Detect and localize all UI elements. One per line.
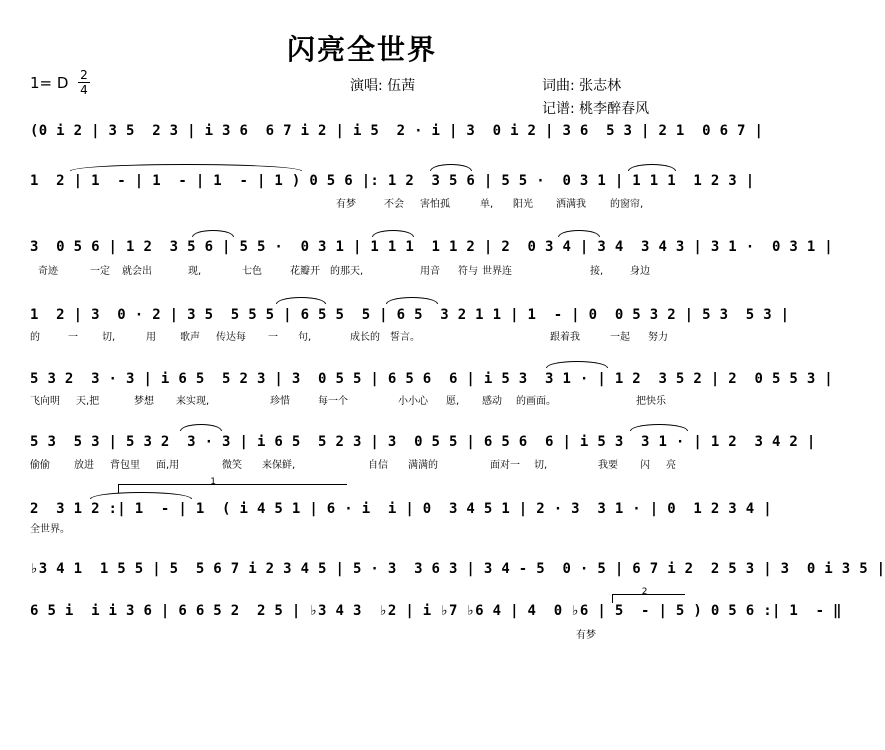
lyric-word: 天,把 (76, 396, 100, 407)
lyric-word: 满满的 (408, 460, 438, 471)
lyric-word: 身边 (630, 266, 650, 277)
lyric-word: 面对一 (490, 460, 520, 471)
tie-mark (192, 230, 234, 237)
lyric-word: 把快乐 (636, 396, 666, 407)
time-signature (78, 69, 90, 96)
tie-mark (630, 424, 688, 431)
lyric-line (30, 524, 690, 560)
first-ending-number: 1 (210, 477, 216, 487)
lyric-word: 符与 (458, 266, 478, 277)
lyric-word: 愿, (446, 396, 460, 407)
key-signature: 1= D (30, 74, 69, 92)
score-line: 5 3 2 3 · 3 | i 6 5 5 2 3 | 3 0 5 5 | 6 5 6 6 | i 5 3 3 1 · | 1 2 3 5 2 | 2 0 5 5 3 | (30, 371, 834, 387)
lyric-word: 世界连 (482, 266, 512, 277)
lyric-word: 切, (102, 332, 116, 343)
lyric-word: 跟着我 (550, 332, 580, 343)
lyric-word: 一起 (610, 332, 630, 343)
lyric-word: 努力 (648, 332, 668, 343)
second-ending-bracket (612, 587, 685, 603)
lyric-word: 就会出 (122, 266, 152, 277)
lyric-word: 句, (298, 332, 312, 343)
lyric-word: 切, (534, 460, 548, 471)
lyric-word: 一 (268, 332, 278, 343)
lyric-word: 面,用 (156, 460, 180, 471)
score-line: (0 i 2 | 3 5 2 3 | i 3 6 6 7 i 2 | i 5 2 · i | 3 0 i 2 | 3 6 5 3 | 2 1 0 6 7 | (30, 123, 764, 139)
lyric-word: 珍惜 (270, 396, 290, 407)
lyric-word: 奇迹 (38, 266, 58, 277)
tie-mark (386, 297, 438, 304)
tie-mark (430, 164, 472, 171)
lyric-word: 我要 (598, 460, 618, 471)
lyric-word: 接, (590, 266, 604, 277)
score-line: 5 3 5 3 | 5 3 2 3 · 3 | i 6 5 5 2 3 | 3 0 5 5 | 6 5 6 6 | i 5 3 3 1 · | 1 2 3 4 2 | (30, 434, 816, 450)
lyric-word: 来保鲜, (262, 460, 296, 471)
lyric-word: 用音 (420, 266, 440, 277)
lyric-word: 七色 (242, 266, 262, 277)
lyric-word: 每一个 (318, 396, 348, 407)
lyric-word: 不会 (384, 199, 404, 210)
score-line: 3 0 5 6 | 1 2 3 5 6 | 5 5 · 0 3 1 | 1 1 1 1 1 2 | 2 0 3 4 | 3 4 3 4 3 | 3 1 · 0 3 1 | (30, 239, 834, 255)
lyric-word: 的那天, (330, 266, 364, 277)
lyric-word: 微笑 (222, 460, 242, 471)
lyric-word: 感动 (482, 396, 502, 407)
lyric-word: 飞向明 (30, 396, 60, 407)
lyric-word: 成长的 (350, 332, 380, 343)
time-signature-top: 2 (80, 68, 88, 82)
lyric-word: 花瓣开 (290, 266, 320, 277)
lyric-word: 一 (68, 332, 78, 343)
lyric-word: 全世界。 (30, 524, 70, 535)
lyric-word: 梦想 (134, 396, 154, 407)
lyric-word: 有梦 (336, 199, 356, 210)
lyric-word: 害怕孤 (420, 199, 450, 210)
second-ending-number: 2 (641, 587, 648, 597)
tie-mark (372, 230, 414, 237)
score-line: 1 2 | 3 0 · 2 | 3 5 5 5 5 | 6 5 5 5 | 6 5 3 2 1 1 | 1 - | 0 0 5 3 2 | 5 3 5 3 | (30, 307, 790, 323)
lyric-word: 放进 (74, 460, 94, 471)
score-line: 2 3 1 2 :| 1 - | 1 ( i 4 5 1 | 6 · i i | 0 3 4 5 1 | 2 · 3 3 1 · | 0 1 2 3 4 | (30, 501, 772, 517)
lyric-word: 阳光 (513, 199, 533, 210)
song-title: 闪亮全世界 (286, 33, 437, 66)
lyric-word: 自信 (368, 460, 388, 471)
lyric-word: 偷偷 (30, 460, 50, 471)
lyric-line (30, 630, 690, 666)
lyric-word: 背包里 (110, 460, 140, 471)
lyric-word: 来实现, (176, 396, 210, 407)
tie-mark (628, 164, 676, 171)
lyric-word: 的 (30, 332, 40, 343)
lyric-word: 单, (480, 199, 494, 210)
lyric-word: 亮 (666, 460, 676, 471)
tie-mark (70, 164, 302, 171)
tie-mark (558, 230, 600, 237)
lyric-word: 现, (188, 266, 202, 277)
score-line: 1 2 | 1 - | 1 - | 1 - | 1 ) 0 5 6 |: 1 2 3 5 6 | 5 5 · 0 3 1 | 1 1 1 1 2 3 | (30, 173, 755, 189)
transcriber-credit: 记谱: 桃李醉春风 (542, 101, 650, 117)
lyric-word: 的窗帘, (610, 199, 644, 210)
lyric-word: 闪 (640, 460, 650, 471)
lyric-word: 洒满我 (556, 199, 586, 210)
score-line: ♭3 4 1 1 5 5 | 5 5 6 7 i 2 3 4 5 | 5 · 3 3 6 3 | 3 4 - 5 0 · 5 | 6 7 i 2 2 5 3 | 3 0 i 3 5 | (30, 561, 885, 577)
lyric-word: 传达每 (216, 332, 246, 343)
lyric-word: 一定 (90, 266, 110, 277)
tie-mark (546, 361, 608, 368)
score-line: 6 5 i i i 3 6 | 6 6 5 2 2 5 | ♭3 4 3 ♭2 | i ♭7 ♭6 4 | 4 0 ♭6 | 5 - | 5 ) 0 5 6 :| 1 - ‖ (30, 603, 842, 619)
lyric-word: 小小心 (398, 396, 428, 407)
singer-credit: 演唱: 伍茜 (350, 78, 416, 94)
tie-mark (180, 424, 222, 431)
tie-mark (90, 492, 192, 499)
lyric-word: 誓言。 (390, 332, 420, 343)
tie-mark (276, 297, 326, 304)
lyric-word: 歌声 (180, 332, 200, 343)
composer-credit: 词曲: 张志林 (542, 78, 622, 94)
lyric-word: 有梦 (576, 630, 596, 641)
lyric-word: 的画面。 (516, 396, 556, 407)
time-signature-bottom: 4 (80, 83, 88, 97)
lyric-word: 用 (146, 332, 156, 343)
